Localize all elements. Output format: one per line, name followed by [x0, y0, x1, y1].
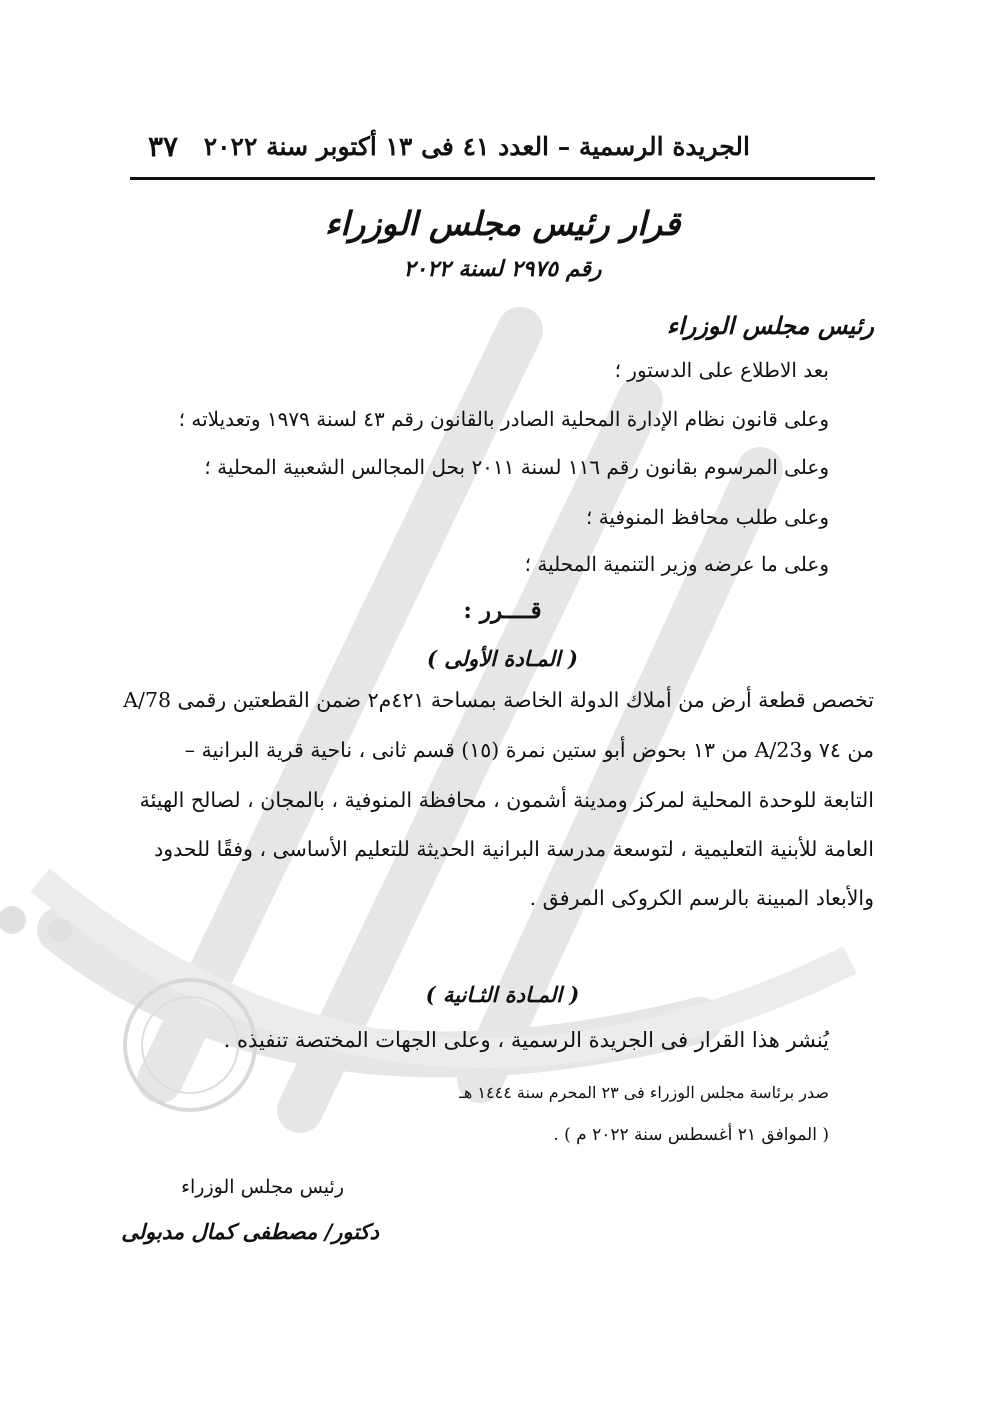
article-one-line: التابعة للوحدة المحلية لمركز ومدينة أشمون ، محافظة المنوفية ، بالمجان ، لصالح الهيئة [139, 788, 874, 812]
article-one-title: ( المـادة الأولى ) [427, 646, 578, 671]
article-two-text: يُنشر هذا القرار فى الجريدة الرسمية ، وعلى الجهات المختصة تنفيذه . [223, 1028, 829, 1052]
header-divider [130, 177, 875, 180]
preamble-line: وعلى المرسوم بقانون رقم ١١٦ لسنة ٢٠١١ بحل المجالس الشعبية المحلية ؛ [204, 455, 829, 479]
preamble-line: وعلى قانون نظام الإدارة المحلية الصادر بالقانون رقم ٤٣ لسنة ١٩٧٩ وتعديلاته ؛ [178, 407, 829, 431]
preamble-line: وعلى طلب محافظ المنوفية ؛ [585, 505, 829, 529]
article-one-line: والأبعاد المبينة بالرسم الكروكى المرفق . [529, 886, 874, 910]
decree-heading: قــــرر : [463, 597, 542, 624]
signature-name: دكتور/ مصطفى كمال مدبولى [121, 1219, 379, 1244]
preamble-line: بعد الاطلاع على الدستور ؛ [614, 358, 829, 382]
gazette-issue-title: الجريدة الرسمية – العدد ٤١ فى ١٣ أكتوبر سنة ٢٠٢٢ [203, 132, 750, 161]
issued-hijri-date: صدر برئاسة مجلس الوزراء فى ٢٣ المحرم سنة ١٤٤٤ هـ [459, 1083, 829, 1102]
article-one-line: تخصص قطعة أرض من أملاك الدولة الخاصة بمساحة ٤٢١م٢ ضمن القطعتين رقمى 78/A [123, 688, 874, 712]
decision-number: رقم ٢٩٧٥ لسنة ٢٠٢٢ [403, 256, 602, 282]
issued-gregorian-date: ( الموافق ٢١ أغسطس سنة ٢٠٢٢ م ) . [553, 1125, 829, 1145]
gazette-header [130, 128, 875, 168]
preamble-line: وعلى ما عرضه وزير التنمية المحلية ؛ [524, 552, 829, 576]
article-two-title: ( المـادة الثـانية ) [425, 982, 580, 1007]
signature-title: رئيس مجلس الوزراء [181, 1176, 344, 1198]
article-one-line: العامة للأبنية التعليمية ، لتوسعة مدرسة البرانية الحديثة للتعليم الأساسى ، وفقًا للحدود [154, 837, 874, 861]
article-one-line: من ٧٤ و23/A من ١٣ بحوض أبو ستين نمرة (١٥) قسم ثانى ، ناحية قرية البرانية – [184, 738, 874, 762]
issuer-heading: رئيس مجلس الوزراء [666, 311, 874, 340]
page-number: ٣٧ [148, 130, 179, 163]
decision-title: قرار رئيس مجلس الوزراء [324, 204, 681, 243]
